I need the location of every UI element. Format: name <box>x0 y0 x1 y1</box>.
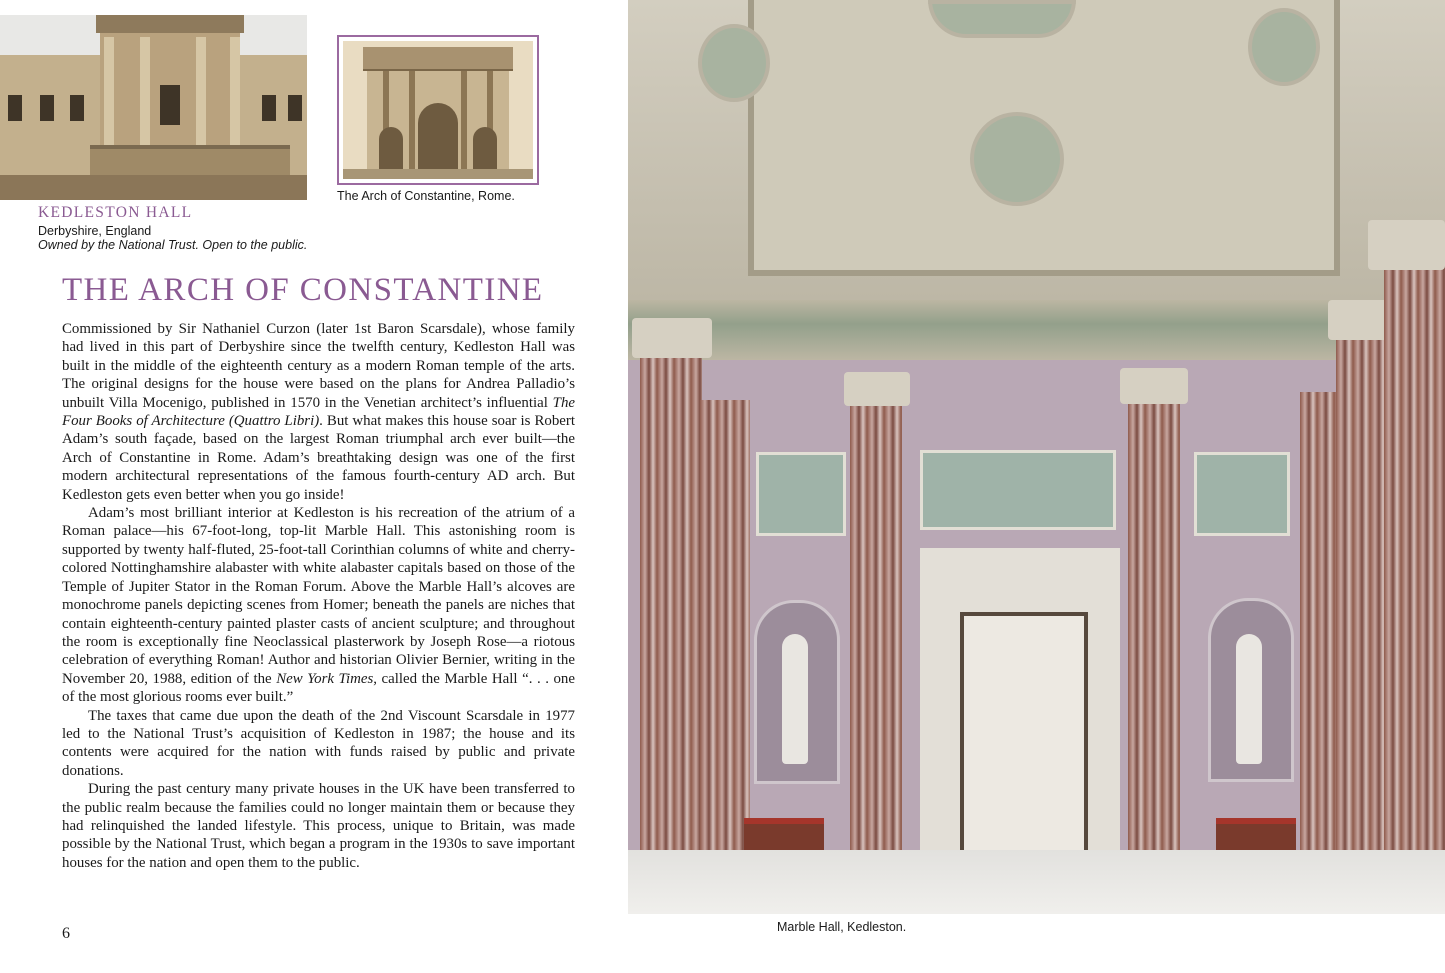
kedleston-ownership-note: Owned by the National Trust. Open to the public. <box>38 238 308 252</box>
arch-caption: The Arch of Constantine, Rome. <box>337 189 515 203</box>
paragraph-2: Adam’s most brilliant interior at Kedleston is his recreation of the atrium of a Roman palace—his 67-foot-long, top-lit Marble Hall. This astonishing room is supported by twenty half-fluted, 25-foot-tall Corinthian columns of white and cherry-colored Nottinghamshire alabaster with white alabaster capitals based on those of the Temple of Jupiter Stator in the Roman Forum. Above the Marble Hall’s alcoves are monochrome panels depicting scenes from Homer; beneath the panels are niches that contain eighteenth-century painted plaster casts of ancient sculpture; and throughout the room is exceptionally fine Neoclassical plasterwork by Joseph Rose—a riotous celebration of everything Roman! Author and historian Olivier Bernier, writing in the November 20, 1988, edition of the New York Times, called the Marble Hall “. . . one of the most glorious rooms ever built.” <box>62 505 575 706</box>
kedleston-hall-photo <box>0 15 307 200</box>
page-number: 6 <box>62 925 70 942</box>
paragraph-1: Commissioned by Sir Nathaniel Curzon (later 1st Baron Scarsdale), whose family had lived in this part of Derbyshire since the twelfth century, Kedleston Hall was built in the middle of the eighteenth century as a modern Roman temple of the arts. The original designs for the house were based on the plans for Andrea Palladio’s unbuilt Villa Mocenigo, published in 1570 in the Venetian architect’s influential The Four Books of Architecture (Quattro Libri). But what makes this house soar is Robert Adam’s south façade, based on the largest Roman triumphal arch ever built—the Arch of Constantine in Rome. Adam’s breathtaking design was one of the first modern architectural representations of the famous fourth-century AD arch. But Kedleston gets even better when you go inside! <box>62 321 575 503</box>
article-body <box>62 320 575 872</box>
newspaper-title: New York Times <box>276 670 374 687</box>
kedleston-hall-label: KEDLESTON HALL <box>38 204 193 221</box>
arch-of-constantine-engraving <box>337 35 539 185</box>
paragraph-4: During the past century many private houses in the UK have been transferred to the public realm because the families could no longer maintain them or because they had relinquished the landed lifestyle. This process, unique to Britain, was made possible by the National Trust, which began a program in the 1930s to save important houses for the nation and open them to the public. <box>62 781 575 871</box>
kedleston-location: Derbyshire, England <box>38 224 152 238</box>
paragraph-3: The taxes that came due upon the death of the 2nd Viscount Scarsdale in 1977 led to the National Trust’s acquisition of Kedleston in 1987; the house and its contents were acquired for the nation with funds raised by public and private donations. <box>62 707 575 779</box>
book-title: The Four Books of Architecture (Quattro Libri) <box>62 394 575 430</box>
marble-hall-caption: Marble Hall, Kedleston. <box>777 920 907 934</box>
article-heading: THE ARCH OF CONSTANTINE <box>62 272 544 308</box>
marble-hall-photo <box>628 0 1445 914</box>
